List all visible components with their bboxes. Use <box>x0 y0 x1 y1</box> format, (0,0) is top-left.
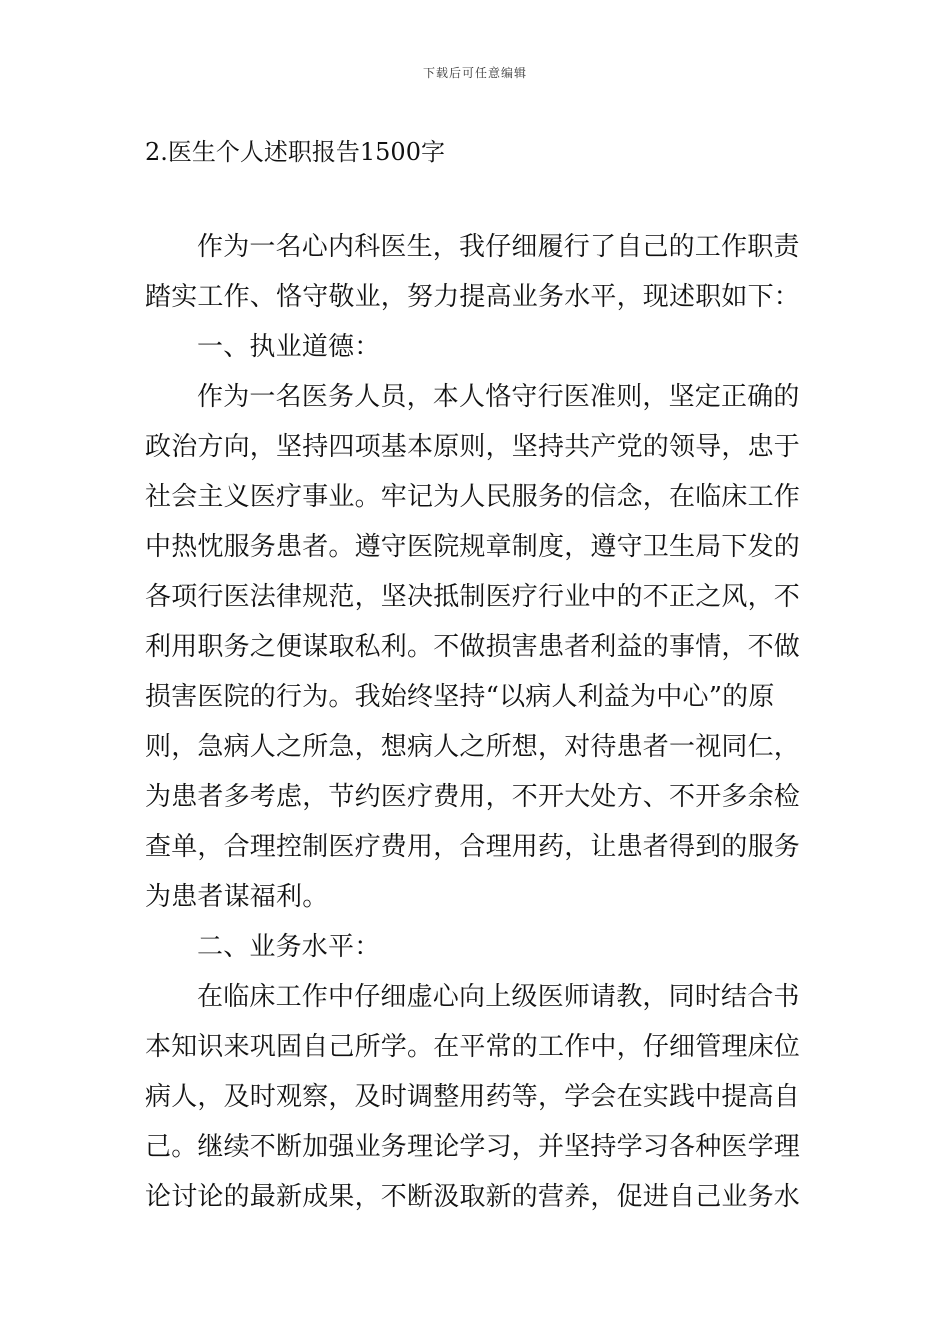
paragraph-line: 中热忱服务患者。遵守医院规章制度，遵守卫生局下发的 <box>145 532 801 562</box>
paragraph-line: 查单，合理控制医疗费用，合理用药，让患者得到的服务 <box>145 832 801 862</box>
paragraph-line: 作为一名心内科医生，我仔细履行了自己的工作职责 <box>197 232 800 262</box>
document-body <box>145 222 807 1222</box>
paragraph-line: 作为一名医务人员，本人恪守行医准则，坚定正确的 <box>197 382 800 412</box>
paragraph-line: 则，急病人之所急，想病人之所想，对待患者一视同仁， <box>145 732 801 762</box>
paragraph-line: 社会主义医疗事业。牢记为人民服务的信念，在临床工作 <box>145 482 801 512</box>
paragraph-line: 政治方向，坚持四项基本原则，坚持共产党的领导，忠于 <box>145 432 801 462</box>
paragraph-line: 己。继续不断加强业务理论学习，并坚持学习各种医学理 <box>145 1132 801 1162</box>
paragraph-line: 各项行医法律规范，坚决抵制医疗行业中的不正之风，不 <box>145 582 801 612</box>
paragraph-line: 利用职务之便谋取私利。不做损害患者利益的事情，不做 <box>145 632 801 662</box>
paragraph-line: 踏实工作、恪守敬业，努力提高业务水平，现述职如下： <box>145 282 801 312</box>
document-title: 2.医生个人述职报告1500字 <box>145 138 445 166</box>
paragraph-line: 在临床工作中仔细虚心向上级医师请教，同时结合书 <box>197 982 800 1012</box>
paragraph-line: 本知识来巩固自己所学。在平常的工作中，仔细管理床位 <box>145 1032 801 1062</box>
paragraph-line: 损害医院的行为。我始终坚持“以病人利益为中心”的原 <box>145 682 775 712</box>
section-heading: 二、业务水平： <box>197 932 381 962</box>
page-header: 下载后可任意编辑 <box>422 66 527 80</box>
paragraph-line: 论讨论的最新成果，不断汲取新的营养，促进自己业务水 <box>145 1182 801 1212</box>
paragraph-line: 为患者谋福利。 <box>145 882 329 912</box>
paragraph-line: 病人，及时观察，及时调整用药等，学会在实践中提高自 <box>145 1082 801 1112</box>
paragraph-line: 为患者多考虑，节约医疗费用，不开大处方、不开多余检 <box>145 782 801 812</box>
section-heading: 一、执业道德： <box>197 332 381 362</box>
